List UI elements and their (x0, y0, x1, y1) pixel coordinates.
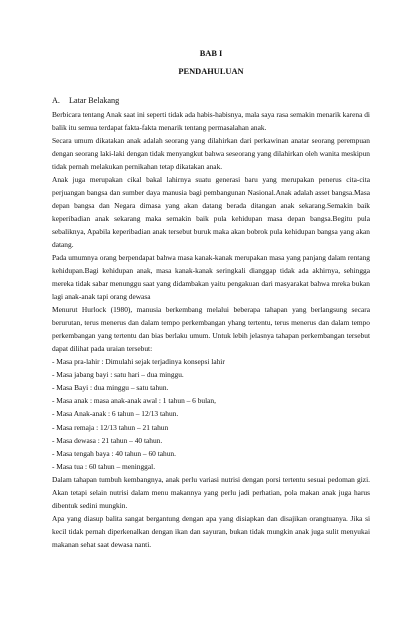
chapter-title: PENDAHULUAN (178, 67, 244, 76)
stages-list (52, 355, 370, 474)
list-item: - Masa jabang bayi : satu hari – dua minggu. (52, 369, 184, 379)
list-item: - Masa tengah baya : 40 tahun – 60 tahun. (52, 448, 176, 458)
list-item: - Masa Anak-anak : 6 tahun – 12/13 tahun. (52, 409, 179, 419)
paragraph: Anak juga merupakan cikal bakal lahirnya suatu generasi baru yang merupakan penerus cita-cita perjuangan bangsa dan sumber daya manusia bagi pembangunan Nasional.Anak adalah asset bangsa.Masa depan bangsa dan Negara dimasa yang akan datang berada ditangan anak sekarang.Semakin baik keperibadian anak sekarang maka semakin baik pula kehidupan masa depan bangsa.Begitu pula sebaliknya, Apabila keperibadian anak tersebut buruk maka akan bobrok pula kehidupan bangsa yang akan datang. (52, 174, 370, 249)
section-heading (52, 95, 370, 107)
list-item: - Masa tua : 60 tahun – meninggal. (52, 462, 156, 472)
paragraph: Pada umumnya orang berpendapat bahwa masa kanak-kanak merupakan masa yang panjang dalam rentang kehidupan.Bagi kehidupan anak, masa kanak-kanak seringkali dianggap tidak ada akhirnya, sehingga mereka tidak sabar menunggu saat yang didambakan yaitu pengakuan dari masyarakat bahwa mreka bukan lagi anak-anak tapi orang dewasa (52, 252, 370, 301)
list-item: - Masa pra-lahir : Dimulahi sejak terjadinya konsepsi lahir (52, 356, 225, 366)
paragraph: Berbicara tentang Anak saat ini seperti tidak ada habis-habisnya, mala saya rasa semakin menarik karena di balik itu semua terdapat fakta-fakta menarik tentang permasalahan anak. (52, 109, 370, 132)
paragraph: Apa yang diasup balita sangat bergantung dengan apa yang disiapkan dan disajikan orangtuanya. Jika si kecil tidak pernah diperkenalkan dengan ikan dan sayuran, bukan tidak mungkin anak juga sulit menyukai makanan sehat saat dewasa nanti. (52, 514, 370, 550)
list-item: - Masa dewasa : 21 tahun – 40 tahun. (52, 435, 163, 445)
paragraph: Dalam tahapan tumbuh kembangnya, anak perlu variasi nutrisi dengan porsi tertentu sesuai pedoman gizi. Akan tetapi selain nutrisi dalam menu makannya yang perlu jadi perhatian, pola makan anak juga harus dibentuk sedini mungkin. (52, 475, 370, 511)
paragraph: Secara umum dikatakan anak adalah seorang yang dilahirkan dari perkawinan anatar seorang perempuan dengan seorang laki-laki dengan tidak menyangkut bahwa seseorang yang dilahirkan oleh wanita meskipun tidak pernah melakukan pernikahan tetap dikatakan anak. (52, 135, 370, 171)
list-item: - Masa remaja : 12/13 tahun – 21 tahun (52, 422, 169, 432)
section-title: Latar Belakang (68, 96, 120, 105)
list-item: - Masa anak : masa anak-anak awal : 1 tahun – 6 bulan, (52, 396, 216, 406)
body-text-2 (52, 473, 370, 551)
paragraph: Menurut Hurlock (1980), manusia berkembang melalui beberapa tahapan yang berlangsung secara berurutan, terus menerus dan dalam tempo perkembangan yhang tertentu, terus menerus dan dalam tempo perkembangan yang tertentu dan bias berlaku umum. Untuk lebih jelasnya tahapan perkembangan tersebut dapat dilihat pada uraian tersebut: (52, 304, 370, 353)
chapter-number: BAB I (199, 49, 223, 58)
list-item: - Masa Bayi : dua minggu – satu tahun. (52, 382, 169, 392)
body-text-1 (52, 108, 370, 355)
section-number: A. (52, 96, 60, 105)
